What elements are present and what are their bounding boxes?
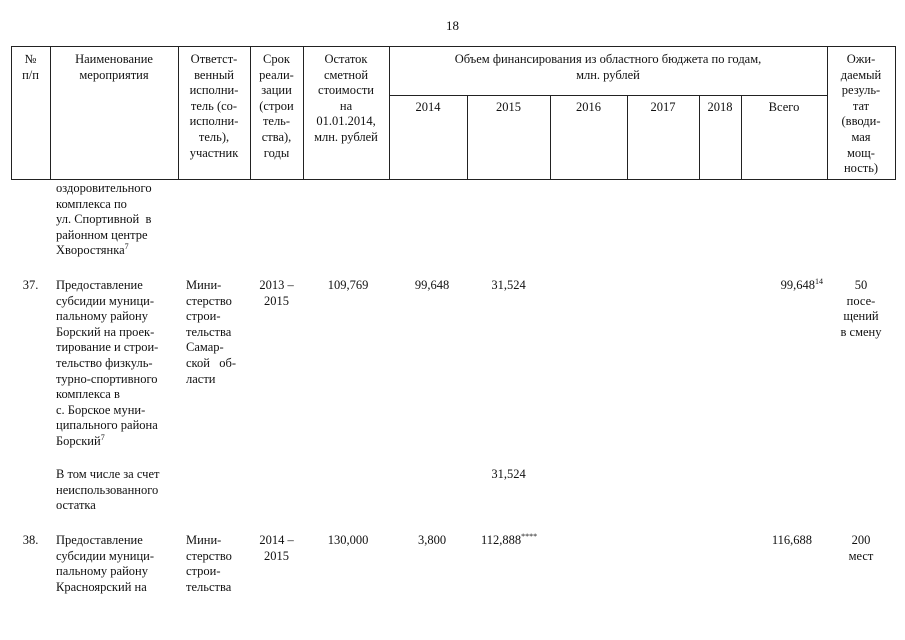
subrow-name: В том числе за счет неиспользованного остатка xyxy=(56,467,160,513)
col-line-12 xyxy=(895,46,896,180)
row37-result: 50 посе- щений в смену xyxy=(840,278,882,339)
row38-term: 2014 – 2015 xyxy=(259,533,294,563)
row38-result: 200 мест xyxy=(848,533,874,563)
subrow-2015: 31,524 xyxy=(491,467,526,481)
years-subheader-rule xyxy=(389,95,827,96)
row38-2015: 112,888 xyxy=(481,533,522,547)
page-number: 18 xyxy=(446,18,459,33)
row37-2015: 31,524 xyxy=(491,278,526,292)
table-top-rule xyxy=(11,46,896,47)
header-year-2016: 2016 xyxy=(576,100,601,114)
continued-name-footnote: 7 xyxy=(124,242,129,252)
header-year-2014: 2014 xyxy=(415,100,441,114)
continued-name-cell xyxy=(56,181,181,259)
header-name: Наименование мероприятия xyxy=(75,52,153,82)
header-result: Ожи- даемый резуль- тат (вводи- мая мощ- ность) xyxy=(840,52,882,176)
row37-num: 37. xyxy=(22,278,39,292)
row37-balance: 109,769 xyxy=(327,278,369,292)
row38-2014: 3,800 xyxy=(417,533,447,547)
row37-name-text: Предоставление субсидии муници- пальному району Борский на проек- тирование и строи- тельство физкуль- турно-спортивного комплекса в с. Борское муни- ципального района Борский xyxy=(56,278,159,448)
row37-total-cell xyxy=(741,278,823,294)
header-num: № п/п xyxy=(22,52,39,82)
header-year-2018: 2018 xyxy=(707,100,733,114)
row38-balance: 130,000 xyxy=(327,533,369,547)
row37-total-footnote: 14 xyxy=(815,277,823,286)
row38-2015-cell xyxy=(481,533,561,549)
row37-total: 99,648 xyxy=(780,278,815,292)
row37-name-cell xyxy=(56,278,182,450)
row37-responsible: Мини- стерство строи- тельства Самар- ской об- ласти xyxy=(186,278,237,386)
row38-num: 38. xyxy=(22,533,39,547)
row38-name: Предоставление субсидии муници- пальному району Красноярский на xyxy=(56,533,155,594)
header-year-2017: 2017 xyxy=(650,100,676,114)
row38-total: 116,688 xyxy=(771,533,812,547)
continued-name-text: оздоровительного комплекса по ул. Спортивной в районном центре Хворостянка xyxy=(56,181,152,258)
row37-term: 2013 – 2015 xyxy=(259,278,294,308)
header-year-2015: 2015 xyxy=(496,100,521,114)
row37-2014: 99,648 xyxy=(414,278,450,292)
header-balance: Остаток сметной стоимости на 01.01.2014, млн. рублей xyxy=(314,52,378,144)
header-funding: Объем финансирования из областного бюджета по годам, млн. рублей xyxy=(454,52,762,82)
header-total: Всего xyxy=(768,100,800,114)
table-header-bottom-rule xyxy=(11,179,896,180)
header-responsible: Ответст- венный исполни- тель (со- исполни- тель), участник xyxy=(189,52,239,160)
row38-responsible: Мини- стерство строи- тельства xyxy=(186,533,232,594)
row37-name-footnote: 7 xyxy=(100,432,105,442)
header-term: Срок реали- зации (строи тель- ства), годы xyxy=(259,52,294,160)
row38-2015-footnote: **** xyxy=(521,532,538,541)
